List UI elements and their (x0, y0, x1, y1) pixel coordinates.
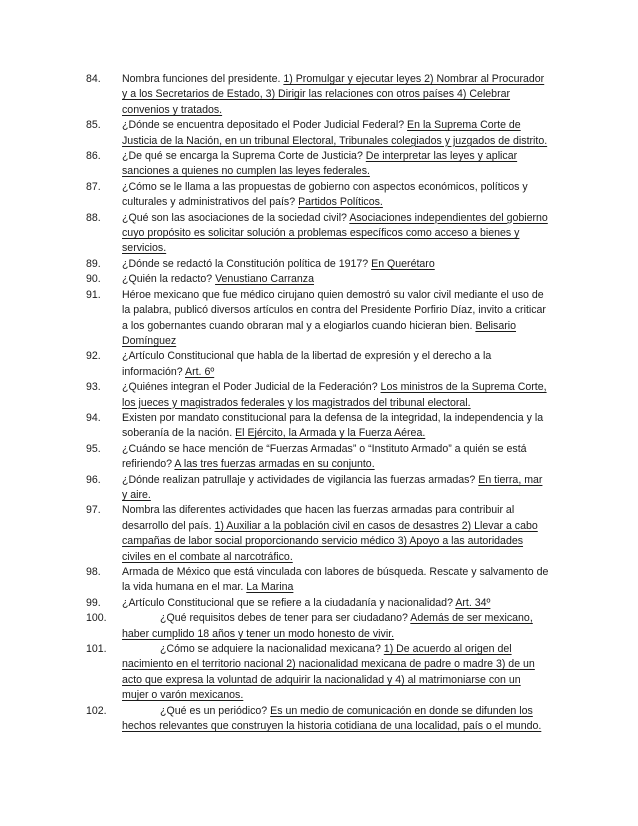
item-number: 102. (86, 704, 107, 717)
item-number: 91. (86, 288, 101, 301)
list-item (86, 611, 550, 642)
item-answer: A las tres fuerzas armadas en su conjunto. (174, 458, 375, 471)
item-number: 95. (86, 442, 101, 455)
list-item (86, 642, 550, 704)
item-number: 89. (86, 257, 101, 270)
list-item (86, 565, 550, 596)
item-number: 86. (86, 150, 101, 163)
item-question: Nombra funciones del presidente. (122, 73, 281, 85)
item-number: 84. (86, 73, 101, 85)
list-item (86, 211, 550, 257)
list-item (86, 257, 550, 272)
list-item (86, 596, 550, 611)
item-answer: Es un medio de comunicación en donde se difunden los hechos relevantes que construyen la historia cotidiana de una localidad, país o el mundo. (122, 704, 542, 733)
item-answer: La Marina (246, 581, 294, 594)
item-answer: 1) Promulgar y ejecutar leyes 2) Nombrar al Procurador y a los Secretarios de Estado, 3) Dirigir las relaciones con otros países 4) Celebrar convenios y tratados. (122, 73, 545, 116)
list-item (86, 442, 550, 473)
item-number: 85. (86, 119, 101, 132)
item-question: Existen por mandato constitucional para la defensa de la integridad, la independencia y la soberanía de la nación. (122, 411, 544, 440)
item-question: Nombra las diferentes actividades que hacen las fuerzas armadas para contribuir al desarrollo del país. (122, 504, 515, 532)
item-question: ¿Dónde se redactó la Constitución política de 1917? (122, 257, 369, 270)
list-item (86, 411, 550, 442)
item-answer: Partidos Políticos. (298, 196, 383, 209)
item-number: 92. (86, 350, 101, 363)
item-number: 93. (86, 381, 101, 394)
item-answer: En la Suprema Corte de Justicia de la Nación, en un tribunal Electoral, Tribunales colegiados y juzgados de distrito. (122, 119, 548, 147)
item-question: ¿Quién la redacto? (122, 273, 213, 286)
list-item (86, 349, 550, 380)
list-item (86, 149, 550, 180)
item-answer: En tierra, mar y aire. (122, 473, 543, 501)
item-answer: Venustiano Carranza (215, 273, 315, 286)
list-item (86, 272, 550, 287)
list-item (86, 503, 550, 565)
item-question: ¿Dónde realizan patrullaje y actividades de vigilancia las fuerzas armadas? (122, 473, 476, 486)
item-number: 88. (86, 211, 101, 224)
list-item (86, 473, 550, 504)
list-item (86, 118, 550, 149)
item-question: ¿Cómo se le llama a las propuestas de gobierno con aspectos económicos, políticos y culturales y administrativos del país? (122, 180, 528, 209)
item-question: ¿Qué requisitos debes de tener para ser ciudadano? (160, 612, 408, 625)
item-question: ¿Artículo Constitucional que habla de la libertad de expresión y el derecho a la información? (122, 350, 492, 378)
item-answer: De interpretar las leyes y aplicar sanciones a quienes no cumplen las leyes federales. (122, 150, 518, 178)
item-number: 87. (86, 180, 101, 193)
list-item (86, 704, 550, 735)
item-question: ¿Cómo se adquiere la nacionalidad mexicana? (160, 643, 381, 656)
item-answer: Belisario Domínguez (122, 319, 517, 347)
item-answer: Art. 6º (185, 365, 215, 378)
item-answer: Los ministros de la Suprema Corte, los jueces y magistrados federales y los magistrados del tribunal electoral. (122, 381, 547, 409)
item-question: ¿Dónde se encuentra depositado el Poder Judicial Federal? (122, 119, 405, 132)
item-question: Héroe mexicano que fue médico cirujano quien demostró su valor civil mediante el uso de la palabra, publicó diversos artículos en contra del Presidente Porfirio Díaz, invito a criticar a los gobernantes cuando obraran mal y a elogiarlos cuando hicieran bien. (122, 288, 546, 332)
item-number: 97. (86, 504, 101, 517)
item-answer: El Ejército, la Armada y la Fuerza Aérea. (235, 427, 426, 440)
item-number: 98. (86, 566, 101, 578)
item-answer: Asociaciones independientes del gobierno cuyo propósito es solicitar solución a problemas específicos como acceso a bienes y servicios. (122, 211, 548, 255)
item-question: ¿Quiénes integran el Poder Judicial de la Federación? (122, 381, 378, 394)
list-item (86, 380, 550, 411)
item-answer: Además de ser mexicano, haber cumplido 18 años y tener un modo honesto de vivir. (122, 612, 533, 640)
list-item (86, 180, 550, 211)
item-answer: En Querétaro (371, 257, 435, 270)
item-answer: 1) Auxiliar a la población civil en casos de desastres 2) Llevar a cabo campañas de labor social proporcionando servicio médico 3) Apoyo a las autoridades civiles en el combate al narcotráfico. (122, 519, 538, 563)
item-question: Armada de México que está vinculada con labores de búsqueda. Rescate y salvamento de la vida humana en el mar. (122, 566, 549, 594)
item-number: 101. (86, 643, 107, 656)
item-question: ¿De qué se encarga la Suprema Corte de Justicia? (122, 150, 363, 163)
list-item (86, 288, 550, 350)
item-question: ¿Artículo Constitucional que se refiere a la ciudadanía y nacionalidad? (122, 596, 453, 609)
item-number: 99. (86, 596, 101, 609)
item-question: ¿Qué es un periódico? (160, 704, 268, 717)
question-list (86, 72, 550, 734)
item-number: 100. (86, 612, 107, 625)
item-number: 94. (86, 411, 101, 424)
item-answer: Art. 34º (455, 596, 491, 609)
item-number: 90. (86, 273, 101, 286)
item-answer: 1) De acuerdo al origen del nacimiento en el territorio nacional 2) nacionalidad mexicana de padre o madre 3) de un acto que expresa la voluntad de adquirir la nacionalidad y 4) al matrimoniarse con un mujer o varón mexicanos. (122, 643, 535, 702)
item-number: 96. (86, 473, 101, 486)
item-question: ¿Cuándo se hace mención de “Fuerzas Armadas” o “Instituto Armado” a quién se está refiriendo? (122, 442, 527, 471)
item-question: ¿Qué son las asociaciones de la sociedad civil? (122, 211, 347, 224)
list-item (86, 72, 550, 118)
